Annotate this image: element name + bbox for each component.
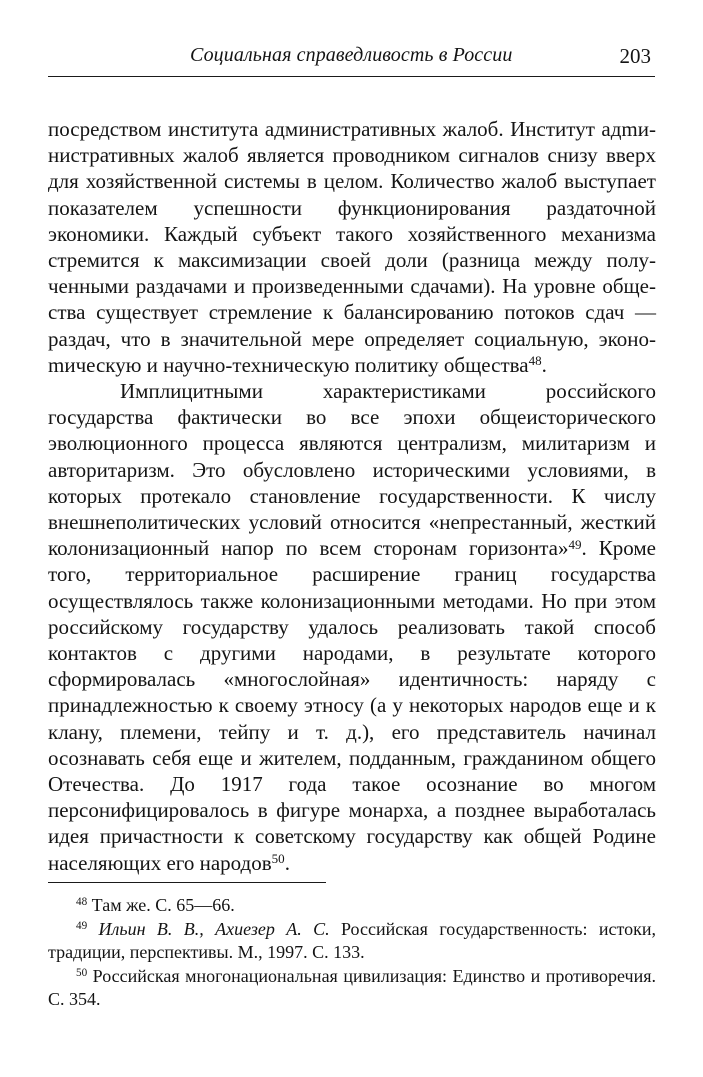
footnote-number: 48 (76, 896, 88, 909)
paragraph-1 (48, 116, 656, 378)
footnote-separator (48, 882, 326, 883)
footnote-number: 49 (76, 920, 88, 933)
paragraph-1-tail: . (541, 352, 547, 377)
paragraph-2-tail: . (284, 850, 290, 875)
footnote-ref-50[interactable]: 50 (271, 851, 285, 867)
footnotes (48, 894, 656, 1012)
footnote-text: Российская государственность: истоки, традиции, перспективы. М., 1997. С. 133. (48, 918, 656, 963)
footnote-text: Там же. С. 65—66. (87, 895, 235, 915)
footnote-ref-48[interactable]: 48 (528, 353, 542, 369)
paragraph-2-text-b: . Кроме того, территориальное расширение границ государства осуществлялось также колонизационными методами. Но при этом российскому государству удалось реализовать такой способ контактов с другими народами, в результате которого сформировалась «многослойная» идентичность: наряду с принадлежностью к своему этносу (а у некоторых народов еще и к клану, племени, тейпу и т. д.), его представитель начинал осознавать себя еще и жителем, подданным, гражданином общего Отечества. До 1917 года такое осознание во многом персонифицировалось в фигуре монарха, а позднее выработалась идея причастности к советскому государству как общей Родине населяющих его народов (48, 536, 656, 875)
footnote-text: Российская многонациональная цивилизация: Единство и противоречия. С. 354. (48, 965, 656, 1010)
footnote-48 (48, 894, 656, 918)
running-title: Социальная справедливость в России (190, 44, 513, 66)
paragraph-2 (48, 378, 656, 876)
paragraph-1-text: посредством института административных жалоб. Институт адmинистративных жалоб является проводником сигналов снизу вверх для хозяйственной системы в целом. Количество жалоб выступает показателем успешности функционирования раздаточной экономики. Каждый субъект такого хозяйственного механизма стремится к максимизации своей доли (разница между полученными раздачами и произведенными сдачами). На уровне общества существует стремление к балансированию потоков сдач — раздач, что в значительной мере определяет социальную, эконоmическую и научно-техническую политику общества (48, 117, 656, 377)
header-rule (48, 76, 655, 77)
footnote-49 (48, 918, 656, 965)
footnote-number: 50 (76, 967, 88, 980)
footnote-author: Ильин В. В., Ахиезер А. С. (87, 918, 330, 939)
main-text (48, 116, 656, 876)
footnote-ref-49[interactable]: 49 (568, 536, 582, 552)
running-header (48, 40, 655, 80)
paragraph-2-text-a: Имплицитными характеристиками российского государства фактически во все эпохи общеисторического эволюционного процесса являются централизм, милитаризм и авторитаризм. Это обусловлено историческими условиями, в которых протекало становление государственности. К числу внешнеполитических условий относится «непрестанный, жесткий колонизационный напор по всем сторонам горизонта» (48, 379, 656, 561)
footnote-50 (48, 965, 656, 1012)
page-number: 203 (619, 44, 651, 68)
